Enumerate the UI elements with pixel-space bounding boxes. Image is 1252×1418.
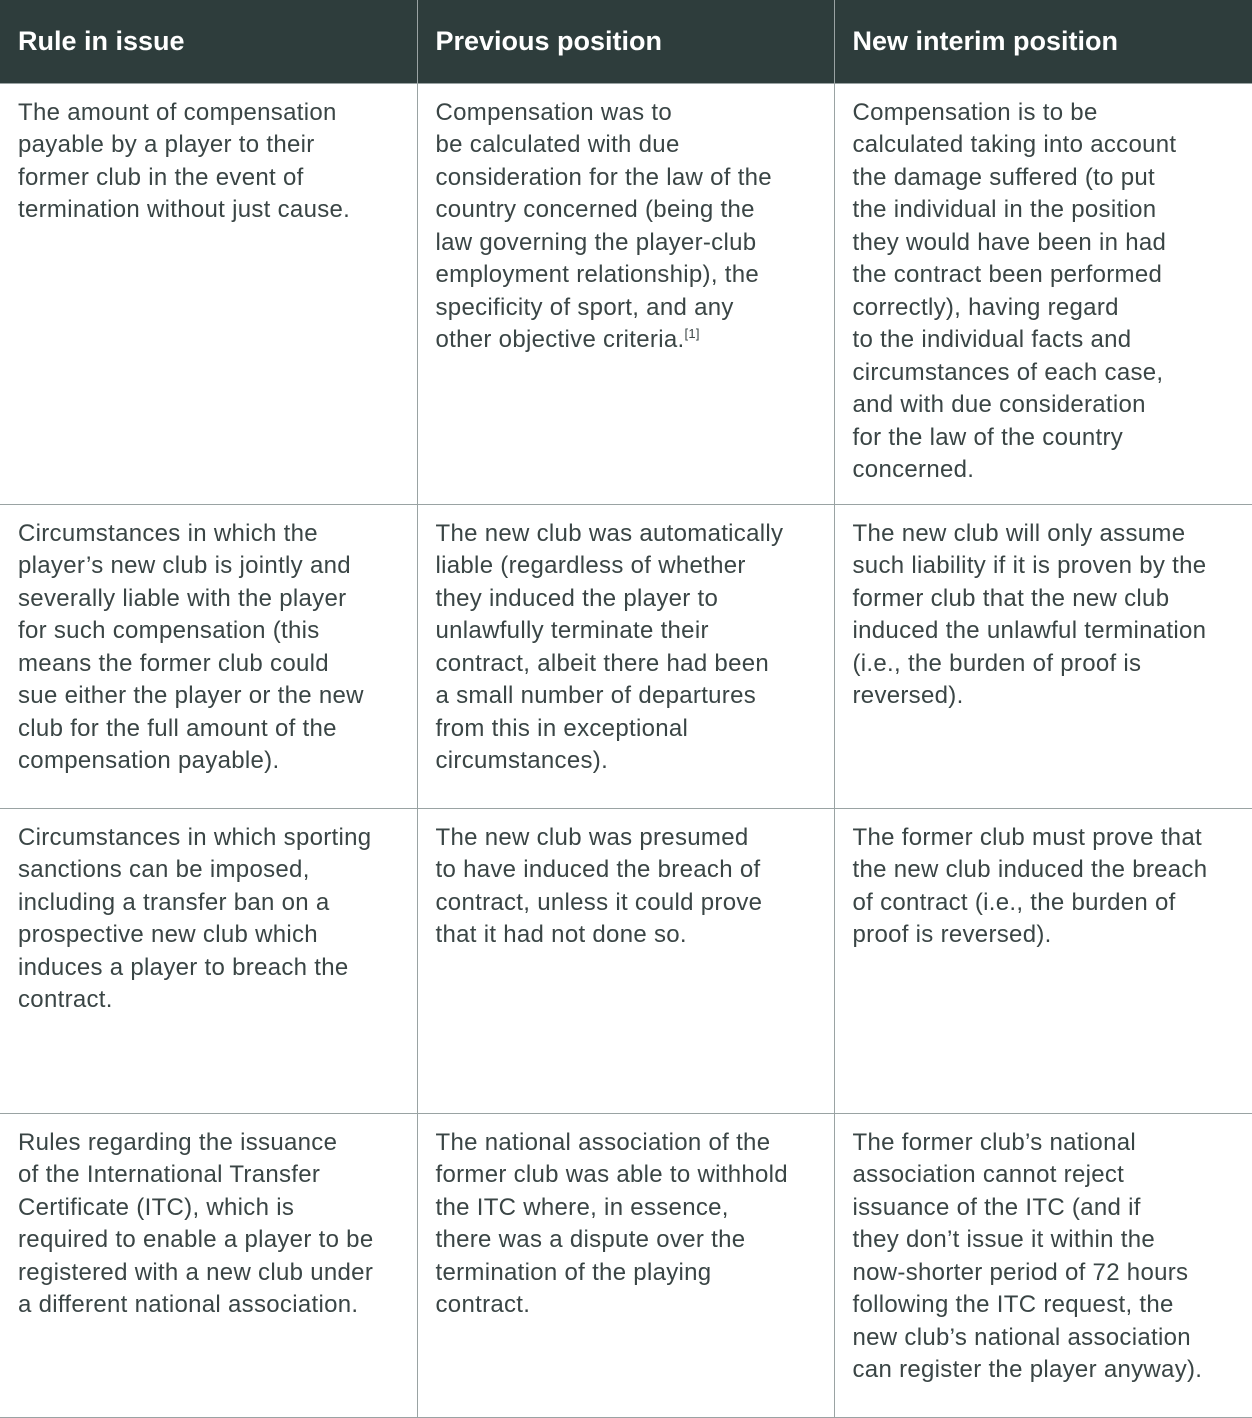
cell-text: The amount of compensation payable by a player to their former club in the event of termination without just cause.: [18, 98, 351, 223]
table-cell-new: [834, 808, 1252, 1113]
table-row: [0, 808, 1252, 1113]
cell-text: Compensation is to be calculated taking into account the damage suffered (to put the individual in the position they would have been in had the contract been performed correctly), having regard to the individual facts and circumstances of each case, and with due consideration for the law of the country concerned.: [852, 98, 1177, 483]
table-header: [0, 0, 1252, 83]
table-cell-new: [834, 1113, 1252, 1417]
cell-text: Circumstances in which the player’s new club is jointly and severally liable with the player for such compensation (this means the former club could sue either the player or the new club for the full amount of the compensation payable).: [18, 519, 364, 774]
table-row: [0, 1113, 1252, 1417]
cell-text: Circumstances in which sporting sanctions can be imposed, including a transfer ban on a prospective new club which induces a player to breach the contract.: [18, 823, 372, 1013]
table-cell-rule: [0, 504, 417, 808]
cell-text: The new club was automatically liable (regardless of whether they induced the player to unlawfully terminate their contract, albeit there had been a small number of departures from this in exceptional circumstances).: [435, 519, 784, 774]
table-cell-previous: [417, 504, 834, 808]
cell-text: The new club was presumed to have induced the breach of contract, unless it could prove that it had not done so.: [435, 823, 763, 948]
table-row: [0, 83, 1252, 504]
table-cell-rule: [0, 808, 417, 1113]
table-row: [0, 504, 1252, 808]
table-cell-new: [834, 504, 1252, 808]
table-cell-rule: [0, 1113, 417, 1417]
table-cell-rule: [0, 83, 417, 504]
header-row: [0, 0, 1252, 83]
cell-text: The national association of the former club was able to withhold the ITC where, in essence, there was a dispute over the termination of the playing contract.: [435, 1128, 788, 1318]
cell-text: The former club’s national association cannot reject issuance of the ITC (and if they don’t issue it within the now-shorter period of 72 hours following the ITC request, the new club’s national association can register the player anyway).: [852, 1128, 1203, 1383]
column-header-previous-position: Previous position: [417, 0, 834, 83]
column-header-rule-in-issue: Rule in issue: [0, 0, 417, 83]
column-header-new-interim-position: New interim position: [834, 0, 1252, 83]
footnote-marker[interactable]: [1]: [684, 326, 700, 341]
cell-text: The new club will only assume such liability if it is proven by the former club that the new club induced the unlawful termination (i.e., the burden of proof is reversed).: [852, 519, 1207, 709]
table-body: [0, 83, 1252, 1417]
table-cell-previous: [417, 1113, 834, 1417]
cell-text: Rules regarding the issuance of the International Transfer Certificate (ITC), which is required to enable a player to be registered with a new club under a different national association.: [18, 1128, 374, 1318]
table-cell-new: [834, 83, 1252, 504]
table-cell-previous: [417, 83, 834, 504]
table-cell-previous: [417, 808, 834, 1113]
cell-text: The former club must prove that the new club induced the breach of contract (i.e., the burden of proof is reversed).: [852, 823, 1208, 948]
cell-text: Compensation was to be calculated with due consideration for the law of the country concerned (being the law governing the player-club employment relationship), the specificity of sport, and any other objective criteria.: [435, 98, 772, 353]
